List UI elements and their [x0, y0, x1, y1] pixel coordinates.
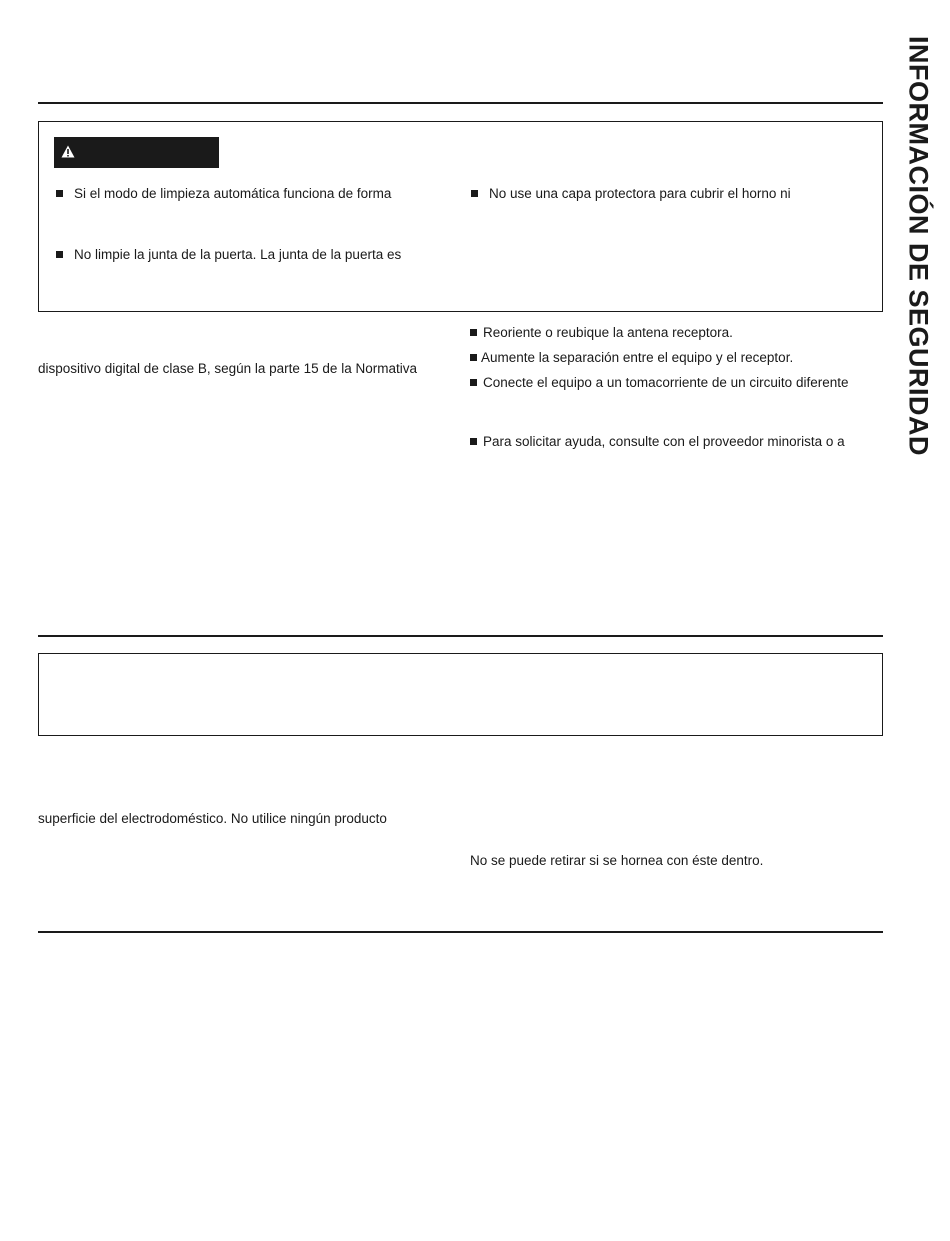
- bottom-divider: [38, 931, 883, 933]
- fcc-right-item: Para solicitar ayuda, consulte con el proveedor minorista o a: [470, 434, 845, 450]
- side-title-text: INFORMACIÓN DE SEGURIDAD: [903, 36, 934, 457]
- bullet-square-icon: [470, 329, 477, 336]
- side-section-title: [888, 36, 948, 531]
- bullet-square-icon: [470, 379, 477, 386]
- warning-right-item: No use una capa protectora para cubrir el horno ni: [471, 186, 791, 202]
- fcc-right-item: Reoriente o reubique la antena receptora.: [470, 325, 733, 341]
- warning-triangle-icon: [61, 145, 75, 158]
- warning-left-item: No limpie la junta de la puerta. La junta de la puerta es: [56, 247, 401, 263]
- top-divider: [38, 102, 883, 104]
- warning-left-item: Si el modo de limpieza automática funciona de forma: [56, 186, 391, 202]
- fcc-right-item: Conecte el equipo a un tomacorriente de un circuito diferente: [470, 375, 848, 391]
- bullet-square-icon: [471, 190, 478, 197]
- fcc-right-item: Aumente la separación entre el equipo y el receptor.: [470, 350, 793, 366]
- middle-divider: [38, 635, 883, 637]
- cleaning-left-text: superficie del electrodoméstico. No utilice ningún producto: [38, 811, 387, 826]
- bullet-square-icon: [470, 354, 477, 361]
- notice-box: [38, 653, 883, 736]
- cleaning-right-text: No se puede retirar si se hornea con éste dentro.: [470, 853, 764, 868]
- fcc-left-text: dispositivo digital de clase B, según la parte 15 de la Normativa: [38, 361, 417, 376]
- bullet-square-icon: [56, 190, 63, 197]
- bullet-square-icon: [470, 438, 477, 445]
- bullet-square-icon: [56, 251, 63, 258]
- warning-header-bar: [54, 137, 219, 168]
